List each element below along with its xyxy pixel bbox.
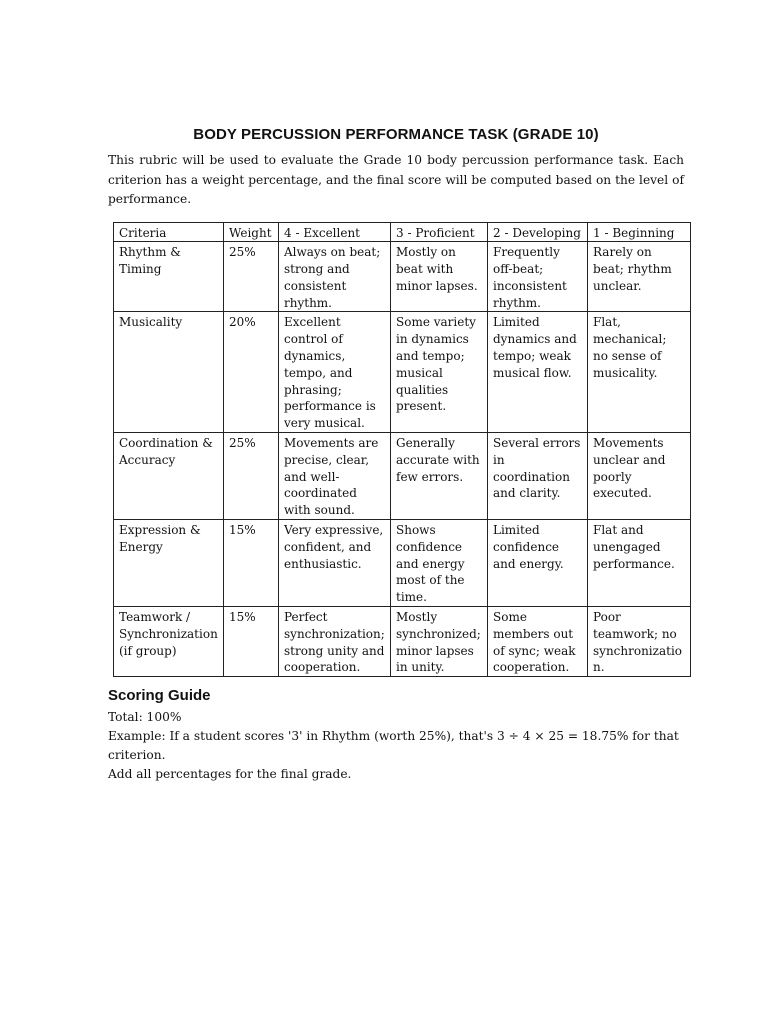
- scoring-example: Example: If a student scores '3' in Rhythm (worth 25%), that's 3 ÷ 4 × 25 = 18.75% for that criterion.: [108, 729, 679, 763]
- proficient-cell: Mostly synchronized; minor lapses in unity.: [391, 607, 488, 677]
- weight-cell: 15%: [224, 520, 279, 607]
- excellent-cell: Perfect synchronization; strong unity and cooperation.: [279, 607, 391, 677]
- table-row: [114, 312, 691, 433]
- document-title: BODY PERCUSSION PERFORMANCE TASK (GRADE 10): [193, 126, 599, 143]
- scoring-total: Total: 100%: [108, 710, 182, 725]
- scoring-final-note: Add all percentages for the final grade.: [108, 767, 352, 782]
- table-row: [114, 520, 691, 607]
- header-cell-excellent: 4 - Excellent: [279, 222, 391, 242]
- proficient-cell: Some variety in dynamics and tempo; musical qualities present.: [391, 312, 488, 433]
- table-row: [114, 607, 691, 677]
- excellent-cell: Movements are precise, clear, and well-coordinated with sound.: [279, 433, 391, 520]
- beginning-cell: Flat, mechanical; no sense of musicality.: [588, 312, 691, 433]
- beginning-cell: Flat and unengaged performance.: [588, 520, 691, 607]
- beginning-cell: Rarely on beat; rhythm unclear.: [588, 242, 691, 312]
- header-cell-weight: Weight: [224, 222, 279, 242]
- proficient-cell: Shows confidence and energy most of the time.: [391, 520, 488, 607]
- criteria-cell: Expression & Energy: [114, 520, 224, 607]
- beginning-cell: Poor teamwork; no synchronization.: [588, 607, 691, 677]
- criteria-cell: Musicality: [114, 312, 224, 433]
- excellent-cell: Excellent control of dynamics, tempo, and phrasing; performance is very musical.: [279, 312, 391, 433]
- criteria-cell: Coordination & Accuracy: [114, 433, 224, 520]
- excellent-cell: Always on beat; strong and consistent rhythm.: [279, 242, 391, 312]
- developing-cell: Limited confidence and energy.: [488, 520, 588, 607]
- proficient-cell: Generally accurate with few errors.: [391, 433, 488, 520]
- excellent-cell: Very expressive, confident, and enthusiastic.: [279, 520, 391, 607]
- proficient-cell: Mostly on beat with minor lapses.: [391, 242, 488, 312]
- scoring-guide-heading: Scoring Guide: [108, 687, 211, 705]
- weight-cell: 25%: [224, 242, 279, 312]
- criteria-cell: Teamwork / Synchronization (if group): [114, 607, 224, 677]
- table-row: [114, 242, 691, 312]
- table-row: [114, 433, 691, 520]
- document-page: [108, 126, 684, 784]
- rubric-table: [113, 222, 691, 678]
- developing-cell: Several errors in coordination and clarity.: [488, 433, 588, 520]
- developing-cell: Some members out of sync; weak cooperation.: [488, 607, 588, 677]
- header-cell-beginning: 1 - Beginning: [588, 222, 691, 242]
- weight-cell: 20%: [224, 312, 279, 433]
- header-cell-developing: 2 - Developing: [488, 222, 588, 242]
- criteria-cell: Rhythm & Timing: [114, 242, 224, 312]
- developing-cell: Frequently off-beat; inconsistent rhythm.: [488, 242, 588, 312]
- developing-cell: Limited dynamics and tempo; weak musical flow.: [488, 312, 588, 433]
- weight-cell: 15%: [224, 607, 279, 677]
- beginning-cell: Movements unclear and poorly executed.: [588, 433, 691, 520]
- intro-paragraph: This rubric will be used to evaluate the Grade 10 body percussion performance task. Each criterion has a weight percentage, and the final score will be computed based on the level of performance.: [108, 153, 684, 206]
- table-header-row: [114, 222, 691, 242]
- weight-cell: 25%: [224, 433, 279, 520]
- header-cell-criteria: Criteria: [114, 222, 224, 242]
- header-cell-proficient: 3 - Proficient: [391, 222, 488, 242]
